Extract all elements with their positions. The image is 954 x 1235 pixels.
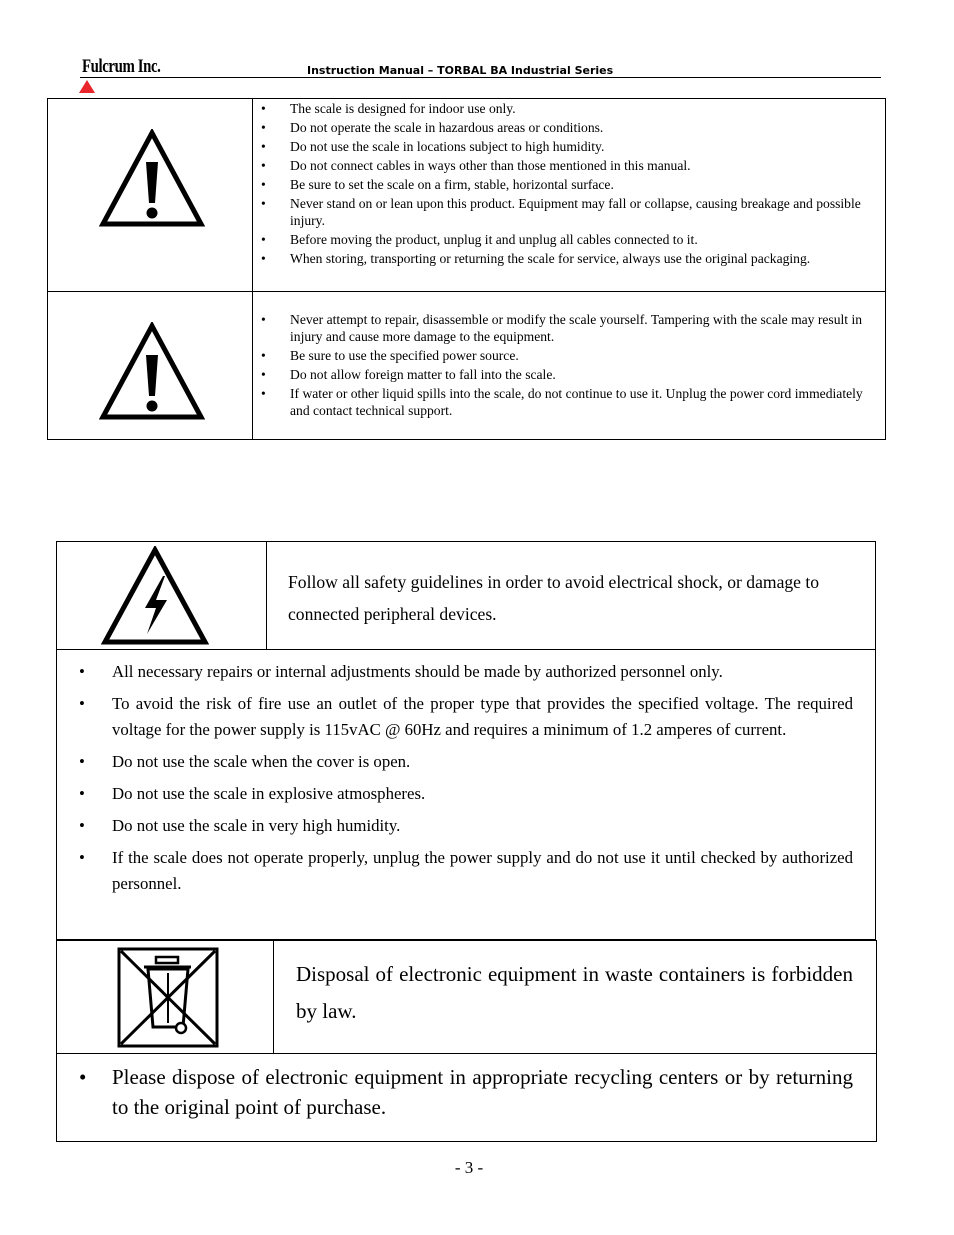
disposal-list-container xyxy=(57,1062,853,1122)
list-item: • Please dispose of electronic equipment in appropriate recycling centers or by returning to the original point of purchase. xyxy=(57,1062,853,1122)
caution-list-2 xyxy=(253,311,875,419)
company-logo: Fulcrum Inc. xyxy=(82,56,161,77)
caution-list-1 xyxy=(253,100,875,267)
list-item: • Do not connect cables in ways other than those mentioned in this manual. xyxy=(253,157,875,174)
list-item: • Be sure to use the specified power source. xyxy=(253,347,875,364)
header-rule xyxy=(80,77,881,78)
list-item: • To avoid the risk of fire use an outlet of the proper type that provides the specified voltage. The required voltage for the power supply is 115vAC @ 60Hz and requires a minimum of 1.2 amperes of current. xyxy=(57,691,853,743)
disposal-table-row-divider xyxy=(56,1053,877,1054)
list-item: • Do not operate the scale in hazardous areas or conditions. xyxy=(253,119,875,136)
logo-triangle-icon xyxy=(78,80,96,94)
list-item: • When storing, transporting or returning the scale for service, always use the original packaging. xyxy=(253,250,875,267)
warning-exclamation-icon xyxy=(99,322,205,420)
list-item: • The scale is designed for indoor use only. xyxy=(253,100,875,117)
crossed-out-wheelie-bin-icon xyxy=(117,947,219,1048)
list-item: • Do not use the scale in locations subject to high humidity. xyxy=(253,138,875,155)
list-item: • Do not use the scale in explosive atmospheres. xyxy=(57,781,853,807)
electrical-list xyxy=(57,659,853,897)
warning-exclamation-icon xyxy=(99,129,205,227)
list-item: • Do not use the scale in very high humidity. xyxy=(57,813,853,839)
list-item: • Never stand on or lean upon this product. Equipment may fall or collapse, causing breakage and possible injury. xyxy=(253,195,875,229)
disposal-table-divider xyxy=(273,940,274,1053)
list-item: • Be sure to set the scale on a firm, stable, horizontal surface. xyxy=(253,176,875,193)
caution-list-2-container xyxy=(253,311,875,421)
electrical-table-divider xyxy=(266,541,267,649)
electrical-hazard-icon xyxy=(101,546,209,646)
disposal-intro: Disposal of electronic equipment in waste containers is forbidden by law. xyxy=(296,962,853,1023)
electrical-intro: Follow all safety guidelines in order to avoid electrical shock, or damage to connected peripheral devices. xyxy=(288,572,820,624)
caution-table-row-divider xyxy=(47,291,886,292)
page-number: - 3 - xyxy=(454,1158,484,1177)
list-item: • Never attempt to repair, disassemble or modify the scale yourself. Tampering with the scale may result in injury and cause more damage to the equipment. xyxy=(253,311,875,345)
list-item: • Do not allow foreign matter to fall into the scale. xyxy=(253,366,875,383)
list-item: • Before moving the product, unplug it and unplug all cables connected to it. xyxy=(253,231,875,248)
list-item: • Do not use the scale when the cover is open. xyxy=(57,749,853,775)
header-title: Instruction Manual – TORBAL BA Industrial Series xyxy=(307,64,614,77)
list-item: • If water or other liquid spills into the scale, do not continue to use it. Unplug the power cord immediately and contact technical support. xyxy=(253,385,875,419)
electrical-table-row-divider xyxy=(56,649,876,650)
list-item: • If the scale does not operate properly, unplug the power supply and do not use it until checked by authorized personnel. xyxy=(57,845,853,897)
list-item: • All necessary repairs or internal adjustments should be made by authorized personnel only. xyxy=(57,659,853,685)
disposal-list xyxy=(57,1062,853,1122)
electrical-list-container xyxy=(57,659,853,903)
caution-list-1-container xyxy=(253,100,875,269)
